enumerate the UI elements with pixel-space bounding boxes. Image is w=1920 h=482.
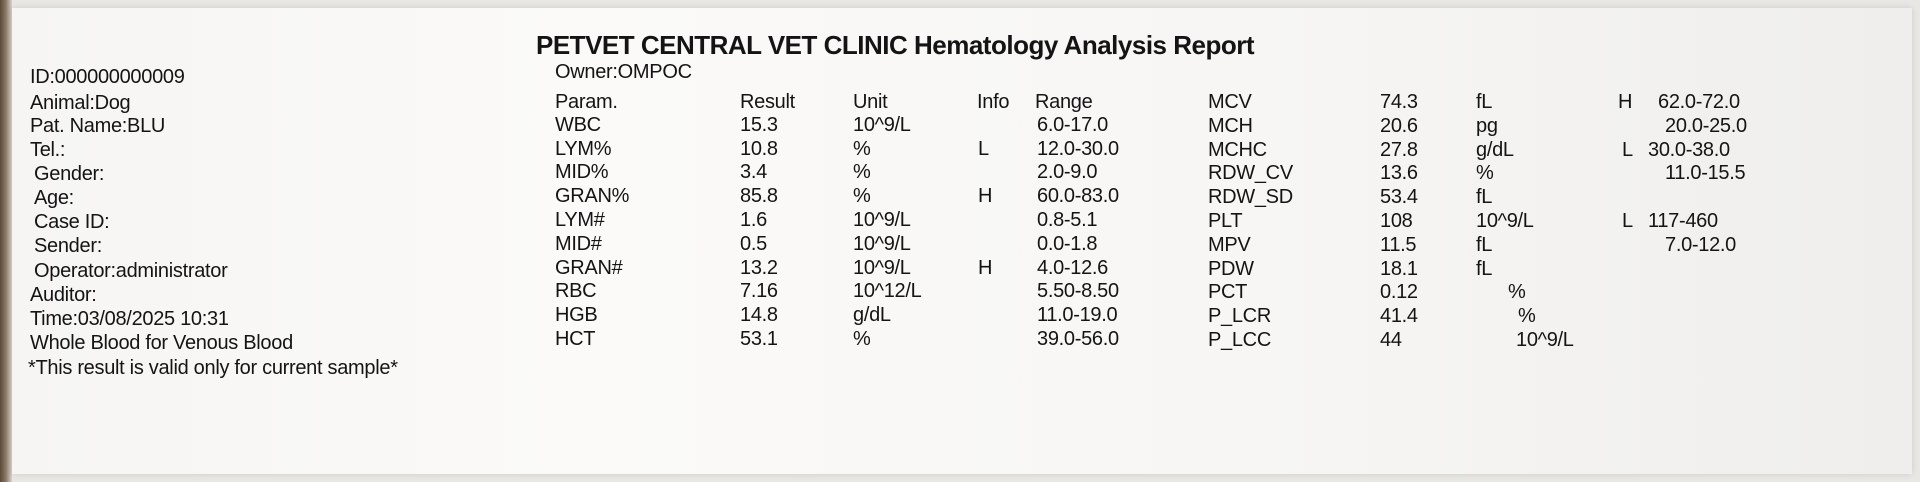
cell-unit: 10^12/L [853, 280, 922, 303]
cell-param: P_LCR [1208, 305, 1271, 328]
cell-result: 74.3 [1380, 91, 1418, 113]
cell-unit: g/dL [1476, 138, 1514, 161]
cell-range: 4.0-12.6 [1037, 256, 1108, 279]
cell-unit: fL [1476, 186, 1493, 209]
report-title: PETVET CENTRAL VET CLINIC Hematology Analysis Report [536, 30, 1254, 60]
cell-unit: % [1476, 162, 1494, 185]
cell-range: 5.50-8.50 [1037, 280, 1119, 303]
cell-result: 11.5 [1380, 233, 1417, 256]
cell-range: 0.0-1.8 [1037, 232, 1098, 255]
cell-result: 3.4 [740, 161, 767, 184]
cell-info: L [1622, 138, 1633, 161]
cell-param: RDW_SD [1208, 186, 1293, 209]
patient-field: ID:000000000009 [30, 66, 185, 88]
cell-param: P_LCC [1208, 329, 1271, 351]
cell-param: RBC [555, 280, 597, 303]
patient-field: Whole Blood for Venous Blood [30, 332, 293, 354]
patient-field: Animal:Dog [30, 92, 131, 114]
cell-result: 20.6 [1380, 114, 1418, 137]
cell-range: 117-460 [1648, 210, 1718, 232]
cell-unit: fL [1476, 91, 1493, 113]
cell-param: HCT [555, 328, 596, 350]
patient-field: Case ID: [34, 211, 110, 233]
cell-result: 13.2 [740, 256, 778, 279]
header-result: Result [740, 91, 795, 113]
cell-unit: pg [1476, 114, 1498, 137]
cell-unit: % [853, 137, 871, 160]
patient-field: Tel.: [30, 139, 66, 161]
cell-param: PLT [1208, 210, 1243, 232]
cell-result: 108 [1380, 210, 1413, 232]
cell-info: L [1622, 210, 1633, 232]
cell-result: 13.6 [1380, 162, 1418, 185]
patient-field: Pat. Name:BLU [30, 115, 166, 137]
cell-result: 44 [1380, 329, 1402, 351]
cell-result: 10.8 [740, 137, 778, 160]
patient-field: Sender: [34, 235, 102, 257]
cell-result: 53.1 [740, 328, 778, 350]
cell-param: PDW [1208, 257, 1254, 280]
cell-result: 7.16 [740, 280, 778, 303]
cell-unit: 10^9/L [853, 232, 911, 255]
cell-param: HGB [555, 304, 598, 327]
cell-param: LYM% [555, 137, 612, 160]
patient-field: *This result is valid only for current sample* [28, 357, 398, 379]
cell-range: 11.0-19.0 [1037, 304, 1118, 327]
cell-range: 2.0-9.0 [1037, 161, 1098, 184]
cell-unit: 10^9/L [1516, 329, 1574, 351]
report-paper [12, 8, 1912, 474]
cell-range: 60.0-83.0 [1037, 185, 1119, 208]
cell-param: MCH [1208, 114, 1253, 137]
cell-param: WBC [555, 113, 601, 136]
cell-unit: % [853, 328, 871, 350]
cell-result: 0.12 [1380, 281, 1418, 304]
cell-unit: 10^9/L [853, 256, 911, 279]
paper-edge [0, 0, 12, 482]
cell-unit: g/dL [853, 304, 891, 327]
cell-param: MCV [1208, 91, 1252, 113]
cell-result: 14.8 [740, 304, 778, 327]
header-param: Param. [555, 91, 618, 113]
cell-range: 6.0-17.0 [1037, 113, 1108, 136]
cell-range: 20.0-25.0 [1665, 114, 1747, 137]
cell-param: LYM# [555, 209, 605, 231]
cell-range: 39.0-56.0 [1037, 328, 1119, 350]
cell-range: 12.0-30.0 [1037, 137, 1119, 160]
cell-info: L [978, 137, 989, 160]
cell-result: 1.6 [740, 209, 767, 231]
cell-result: 53.4 [1380, 186, 1418, 209]
cell-unit: 10^9/L [853, 113, 911, 136]
cell-range: 7.0-12.0 [1665, 233, 1736, 256]
cell-unit: fL [1476, 257, 1493, 280]
cell-result: 41.4 [1380, 305, 1418, 328]
cell-param: MID# [555, 232, 602, 255]
header-range: Range [1035, 91, 1093, 113]
patient-field: Auditor: [30, 284, 97, 306]
cell-range: 11.0-15.5 [1665, 162, 1746, 185]
cell-unit: % [853, 185, 871, 208]
cell-result: 85.8 [740, 185, 778, 208]
cell-param: RDW_CV [1208, 162, 1293, 185]
cell-param: MID% [555, 161, 609, 184]
cell-info: H [978, 256, 993, 279]
cell-info: H [1618, 91, 1633, 113]
cell-unit: fL [1476, 233, 1493, 256]
patient-field: Operator:administrator [34, 260, 228, 282]
cell-result: 18.1 [1380, 257, 1418, 280]
cell-unit: % [1508, 281, 1526, 304]
cell-result: 27.8 [1380, 138, 1418, 161]
cell-param: MPV [1208, 233, 1251, 256]
cell-range: 30.0-38.0 [1648, 138, 1730, 161]
patient-field: Time:03/08/2025 10:31 [30, 308, 229, 330]
cell-unit: 10^9/L [853, 209, 911, 231]
cell-unit: % [1518, 305, 1536, 328]
header-info: Info [977, 91, 1010, 113]
cell-range: 0.8-5.1 [1037, 209, 1098, 231]
patient-field: Age: [34, 187, 74, 209]
owner-label: Owner:OMPOC [555, 61, 692, 83]
cell-range: 62.0-72.0 [1658, 91, 1740, 113]
cell-result: 0.5 [740, 232, 767, 255]
cell-unit: % [853, 161, 871, 184]
cell-result: 15.3 [740, 113, 778, 136]
cell-info: H [978, 185, 993, 208]
cell-param: MCHC [1208, 138, 1267, 161]
cell-param: PCT [1208, 281, 1248, 304]
patient-field: Gender: [34, 163, 105, 185]
header-unit: Unit [853, 91, 888, 113]
cell-unit: 10^9/L [1476, 210, 1534, 232]
cell-param: GRAN% [555, 185, 630, 208]
cell-param: GRAN# [555, 256, 623, 279]
